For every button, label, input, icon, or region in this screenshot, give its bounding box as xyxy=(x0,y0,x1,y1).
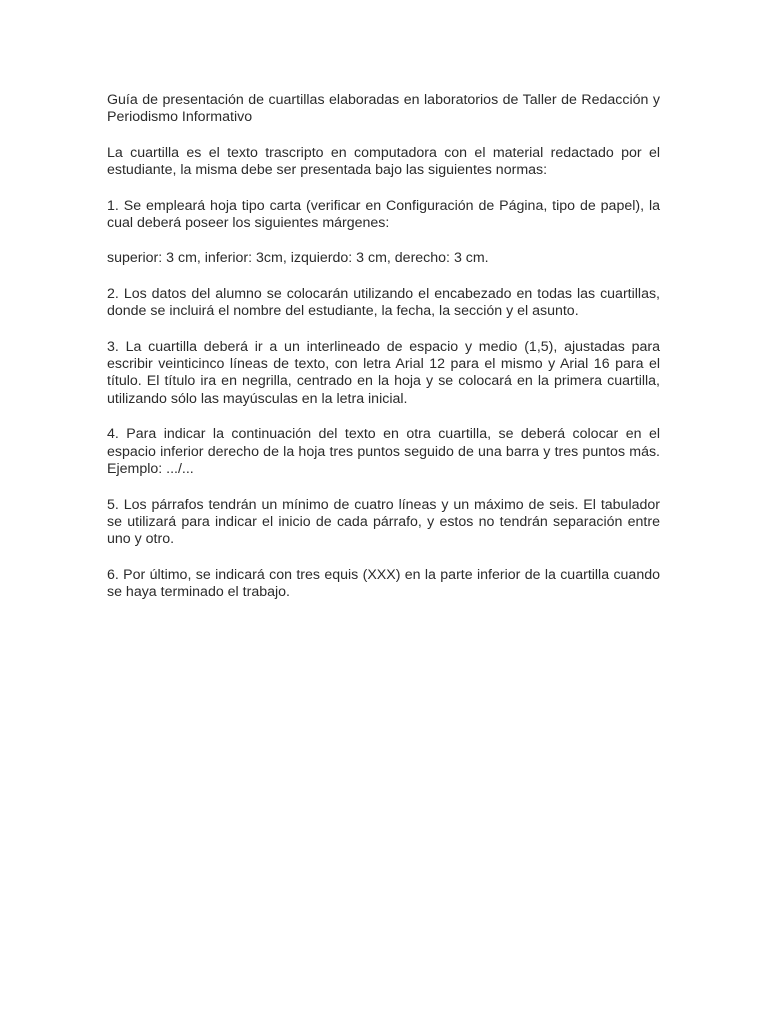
rule-3-paragraph: 3. La cuartilla deberá ir a un interlineado de espacio y medio (1,5), ajustadas para escribir veinticinco líneas de texto, con letra Arial 12 para el mismo y Arial 16 para el título. El título ira en negrilla, centrado en la hoja y se colocará en la primera cuartilla, utilizando sólo las mayúsculas en la letra inicial. xyxy=(107,338,660,407)
margins-paragraph: superior: 3 cm, inferior: 3cm, izquierdo: 3 cm, derecho: 3 cm. xyxy=(107,250,489,267)
document-title: Guía de presentación de cuartillas elaboradas en laboratorios de Taller de Redacción y Periodismo Informativo xyxy=(107,92,660,126)
intro-paragraph: La cuartilla es el texto trascripto en computadora con el material redactado por el estudiante, la misma debe ser presentada bajo las siguientes normas: xyxy=(107,144,660,179)
rule-4-paragraph: 4. Para indicar la continuación del texto en otra cuartilla, se deberá colocar en el espacio inferior derecho de la hoja tres puntos seguido de una barra y tres puntos más. Ejemplo: .../... xyxy=(107,426,660,478)
rule-6-paragraph: 6. Por último, se indicará con tres equis (XXX) en la parte inferior de la cuartilla cuando se haya terminado el trabajo. xyxy=(107,566,660,601)
document-body xyxy=(107,92,660,620)
rule-1-paragraph: 1. Se empleará hoja tipo carta (verificar en Configuración de Página, tipo de papel), la cual deberá poseer los siguientes márgenes: xyxy=(107,197,660,232)
rule-5-paragraph: 5. Los párrafos tendrán un mínimo de cuatro líneas y un máximo de seis. El tabulador se utilizará para indicar el inicio de cada párrafo, y estos no tendrán separación entre uno y otro. xyxy=(107,496,660,548)
rule-2-paragraph: 2. Los datos del alumno se colocarán utilizando el encabezado en todas las cuartillas, donde se incluirá el nombre del estudiante, la fecha, la sección y el asunto. xyxy=(107,285,660,320)
